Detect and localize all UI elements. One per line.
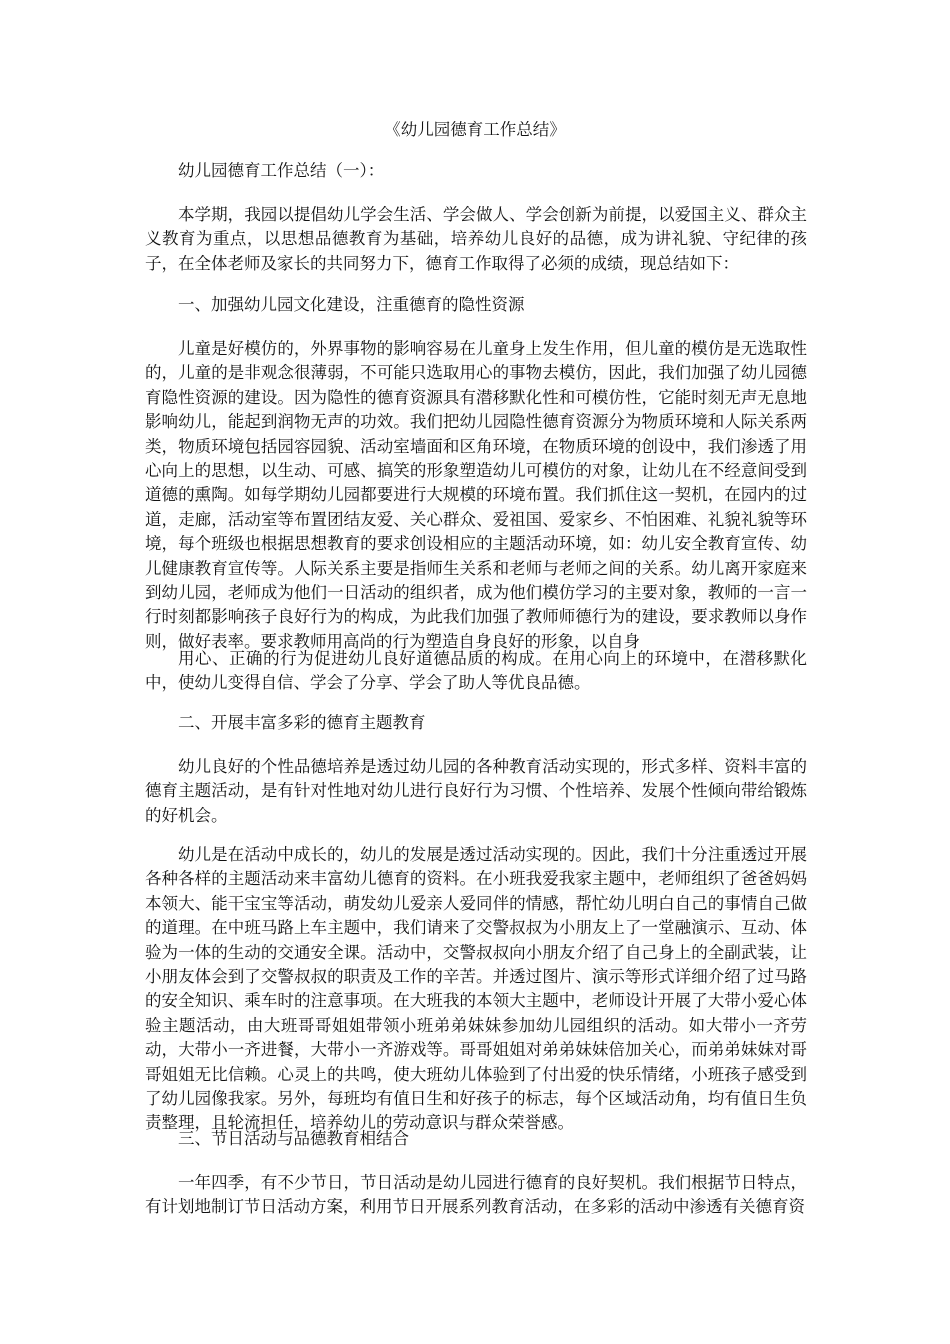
document-title: 《幼儿园德育工作总结》 bbox=[384, 120, 566, 139]
section-1-heading: 一、加强幼儿园文化建设，注重德育的隐性资源 bbox=[178, 295, 525, 314]
section-2-paragraph-2: 幼儿是在活动中成长的，幼儿的发展是透过活动实现的。因此，我们十分注重透过开展各种各样的主题活动来丰富幼儿德育的资料。在小班我爱我家主题中，老师组织了爸爸妈妈本领大、能干宝宝等活动，萌发幼儿爱亲人爱同伴的情感，帮忙幼儿明白自己的事情自己做的道理。在中班马路上车主题中，我们请来了交警叔叔为小朋友上了一堂融演示、互动、体验为一体的生动的交通安全课。活动中，交警叔叔向小朋友介绍了自己身上的全副武装，让小朋友体会到了交警叔叔的职责及工作的辛苦。并透过图片、演示等形式详细介绍了过马路的安全知识、乘车时的注意事项。在大班我的本领大主题中，老师设计开展了大带小爱心体验主题活动，由大班哥哥姐姐带领小班弟弟妹妹参加幼儿园组织的活动。如大带小一齐劳动，大带小一齐进餐，大带小一齐游戏等。哥哥姐姐对弟弟妹妹倍加关心，而弟弟妹妹对哥哥姐姐无比信赖。心灵上的共鸣，使大班幼儿体验到了付出爱的快乐情绪，小班孩子感受到了幼儿园像我家。另外，每班均有值日生和好孩子的标志，每个区域活动角，均有值日生负责整理，且轮流担任，培养幼儿的劳动意识与群众荣誉感。 bbox=[145, 845, 807, 1133]
section-2-paragraph-1: 幼儿良好的个性品德培养是透过幼儿园的各种教育活动实现的，形式多样、资料丰富的德育主题活动，是有针对性地对幼儿进行良好行为习惯、个性培养、发展个性倾向带给锻炼的好机会。 bbox=[145, 757, 807, 825]
section-2-heading: 二、开展丰富多彩的德育主题教育 bbox=[178, 713, 426, 732]
section-3-heading: 三、节日活动与品德教育相结合 bbox=[178, 1129, 409, 1148]
intro-paragraph: 本学期，我园以提倡幼儿学会生活、学会做人、学会创新为前提，以爱国主义、群众主义教育为重点，以思想品德教育为基础，培养幼儿良好的品德，成为讲礼貌、守纪律的孩子，在全体老师及家长的共同努力下，德育工作取得了必须的成绩，现总结如下： bbox=[145, 205, 807, 273]
document-subtitle: 幼儿园德育工作总结（一）： bbox=[178, 161, 385, 180]
section-3-paragraph-1: 一年四季，有不少节日，节日活动是幼儿园进行德育的良好契机。我们根据节日特点，有计划地制订节日活动方案，利用节日开展系列教育活动，在多彩的活动中渗透有关德育资 bbox=[145, 1173, 807, 1217]
section-1-paragraph-1: 儿童是好模仿的，外界事物的影响容易在儿童身上发生作用，但儿童的模仿是无选取性的，儿童的是非观念很薄弱，不可能只选取用心的事物去模仿，因此，我们加强了幼儿园德育隐性资源的建设。因为隐性的德育资源具有潜移默化性和可模仿性，它能时刻无声无息地影响幼儿，能起到润物无声的功效。我们把幼儿园隐性德育资源分为物质环境和人际关系两类，物质环境包括园容园貌、活动室墙面和区角环境，在物质环境的创设中，我们渗透了用心向上的思想，以生动、可感、搞笑的形象塑造幼儿可模仿的对象，让幼儿在不经意间受到道德的熏陶。如每学期幼儿园都要进行大规模的环境布置。我们抓住这一契机，在园内的过道，走廊，活动室等布置团结友爱、关心群众、爱祖国、爱家乡、不怕困难、礼貌礼貌等环境，每个班级也根据思想教育的要求创设相应的主题活动环境，如：幼儿安全教育宣传、幼儿健康教育宣传等。人际关系主要是指师生关系和老师与老师之间的关系。幼儿离开家庭来到幼儿园，老师成为他们一日活动的组织者，成为他们模仿学习的主要对象，教师的一言一行时刻都影响孩子良好行为的构成，为此我们加强了教师师德行为的建设，要求教师以身作则，做好表率。要求教师用高尚的行为塑造自身良好的形象，以自身 bbox=[145, 339, 807, 651]
section-1-paragraph-2: 用心、正确的行为促进幼儿良好道德品质的构成。在用心向上的环境中，在潜移默化中，使幼儿变得自信、学会了分享、学会了助人等优良品德。 bbox=[145, 649, 807, 693]
